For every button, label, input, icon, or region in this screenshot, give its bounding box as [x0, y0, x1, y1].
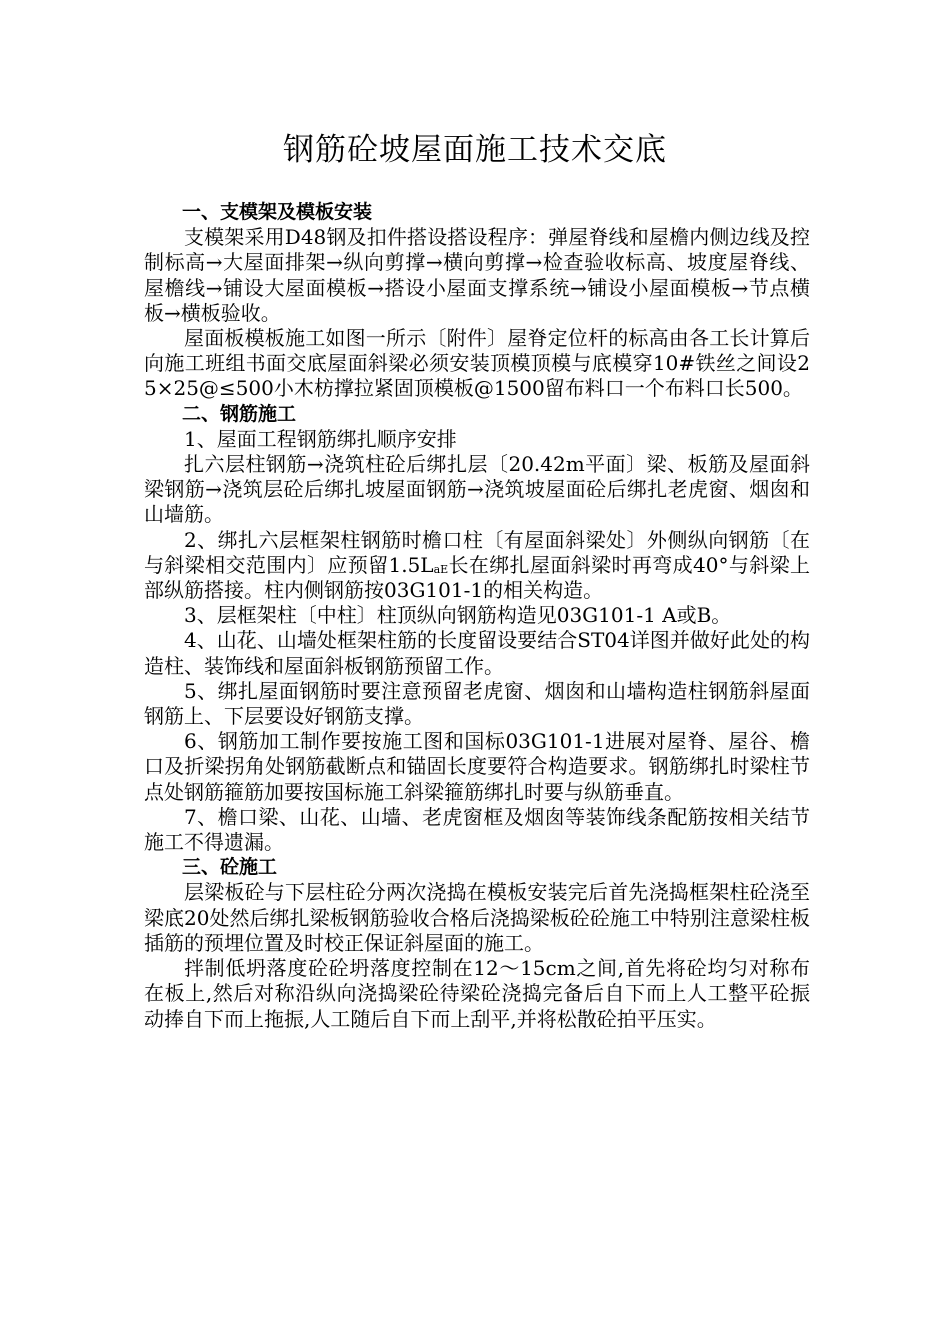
section-heading-3: 三、砼施工 [182, 856, 278, 879]
subscript-ae: aE [433, 562, 449, 576]
paragraph: 支模架采用D48钢及扣件搭设搭设程序：弹屋脊线和屋檐内侧边线及控制标高→大屋面排架→纵向剪撑→横向剪撑→检查验收标高、坡度屋脊线、屋檐线→铺设大屋面模板→搭设小屋面支撑系统→铺设小屋面模板→节点横板→横板验收。 [144, 225, 810, 325]
paragraph: 5、绑扎屋面钢筋时要注意预留老虎窗、烟囱和山墙构造柱钢筋斜屋面钢筋上、下层要设好钢筋支撑。 [144, 678, 810, 729]
paragraph: 1、屋面工程钢筋绑扎顺序安排 [184, 426, 457, 451]
paragraph: 扎六层柱钢筋→浇筑柱砼后绑扎层〔20.42m平面〕梁、板筋及屋面斜梁钢筋→浇筑层砼后绑扎坡屋面钢筋→浇筑坡屋面砼后绑扎老虎窗、烟囱和山墙筋。 [144, 452, 810, 527]
paragraph: 7、檐口梁、山花、山墙、老虎窗框及烟囱等装饰线条配筋按相关结节施工不得遗漏。 [144, 804, 810, 855]
page-title: 钢筋砼坡屋面施工技术交底 [283, 132, 667, 168]
paragraph: 拌制低坍落度砼砼坍落度控制在12～15cm之间,首先将砼均匀对称布在板上,然后对称沿纵向浇捣梁砼待梁砼浇捣完备后自下而上人工整平砼振动捧自下而上拖振,人工随后自下而上刮平,并将松散砼拍平压实。 [144, 956, 810, 1031]
paragraph: 6、钢筋加工制作要按施工图和国标03G101-1进展对屋脊、屋谷、檐口及折梁拐角处钢筋截断点和锚固长度要符合构造要求。钢筋绑扎时梁柱节点处钢筋箍筋加要按国标施工斜梁箍筋绑扎时要与纵筋垂直。 [144, 729, 810, 804]
section-heading-1: 一、支模架及模板安装 [182, 201, 373, 223]
paragraph: 3、层框架柱〔中柱〕柱顶纵向钢筋构造见03G101-1 A或B。 [184, 603, 732, 628]
paragraph: 屋面板模板施工如图一所示〔附件〕屋脊定位杆的标高由各工长计算后向施工班组书面交底屋面斜梁必须安装顶模顶模与底模穿10#铁丝之间设25×25@≤500小木枋撑拉紧固顶模板@1500留布料口一个布料口长500。 [144, 326, 810, 401]
paragraph-text: 长在绑扎屋面斜梁时再弯成40°与斜梁上部纵筋搭接。柱内侧钢筋按03G101-1的相关构造。 [144, 552, 811, 603]
paragraph-text: 2、绑扎六层框架柱钢筋时檐口柱〔有屋面斜梁处〕外侧纵向钢筋〔在与斜梁相交范围内〕应预留1.5L [144, 527, 810, 577]
paragraph-item-2 [144, 528, 810, 604]
paragraph: 层梁板砼与下层柱砼分两次浇捣在模板安装完后首先浇捣框架柱砼浇至梁底20处然后绑扎梁板钢筋验收合格后浇捣梁板砼砼施工中特别注意梁柱板插筋的预埋位置及时校正保证斜屋面的施工。 [144, 880, 810, 955]
paragraph: 4、山花、山墙处框架柱筋的长度留设要结合ST04详图并做好此处的构造柱、装饰线和屋面斜板钢筋预留工作。 [144, 628, 810, 678]
document-body [144, 200, 810, 1032]
section-heading-2: 二、钢筋施工 [182, 402, 297, 425]
